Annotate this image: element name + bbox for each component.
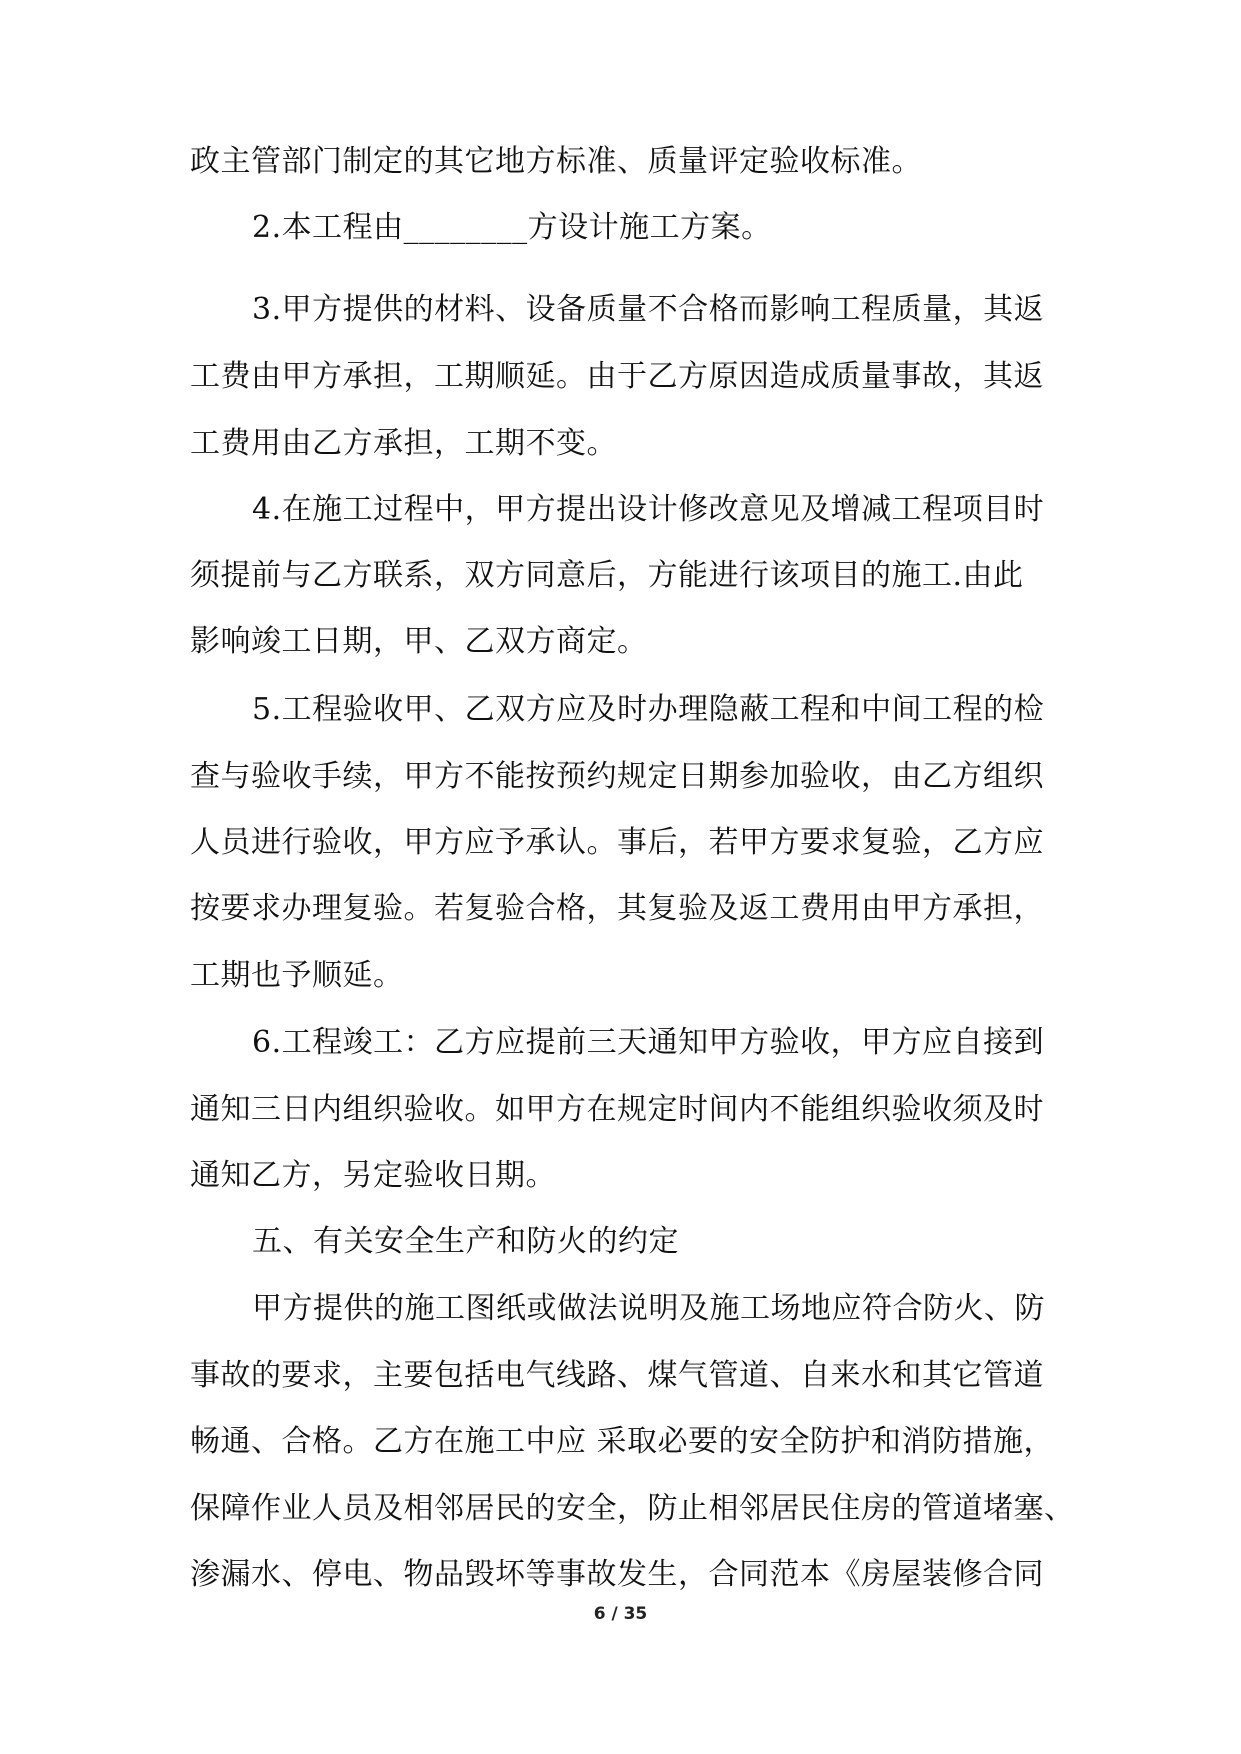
- text-line-21: 保障作业人员及相邻居民的安全，防止相邻居民住房的管道堵塞、: [190, 1491, 1075, 1526]
- text-line-16: 通知乙方，另定验收日期。: [190, 1158, 556, 1193]
- text-line-14: 6.工程竣工：乙方应提前三天通知甲方验收，甲方应自接到: [252, 1025, 1045, 1060]
- text-line-2: 2.本工程由________方设计施工方案。: [252, 210, 772, 245]
- text-line-3: 3.甲方提供的材料、设备质量不合格而影响工程质量，其返: [252, 292, 1045, 327]
- text-line-12: 按要求办理复验。若复验合格，其复验及返工费用由甲方承担，: [190, 891, 1044, 926]
- text-line-8: 影响竣工日期，甲、乙双方商定。: [190, 624, 648, 659]
- text-line-13: 工期也予顺延。: [190, 958, 404, 993]
- text-line-15: 通知三日内组织验收。如甲方在规定时间内不能组织验收须及时: [190, 1092, 1044, 1127]
- text-line-19: 事故的要求，主要包括电气线路、煤气管道、自来水和其它管道: [190, 1358, 1044, 1393]
- text-line-18: 甲方提供的施工图纸或做法说明及施工场地应符合防火、防: [252, 1291, 1045, 1326]
- page-number: 6 / 35: [593, 1604, 648, 1624]
- text-line-5: 工费用由乙方承担，工期不变。: [190, 426, 617, 461]
- text-line-10: 查与验收手续，甲方不能按预约规定日期参加验收，由乙方组织: [190, 759, 1044, 794]
- text-line-7: 须提前与乙方联系，双方同意后，方能进行该项目的施工.由此: [190, 558, 1024, 593]
- text-line-1: 政主管部门制定的其它地方标准、质量评定验收标准。: [190, 144, 922, 179]
- text-line-11: 人员进行验收，甲方应予承认。事后，若甲方要求复验，乙方应: [190, 825, 1044, 860]
- text-line-6: 4.在施工过程中，甲方提出设计修改意见及增减工程项目时: [252, 492, 1045, 527]
- text-line-4: 工费由甲方承担，工期顺延。由于乙方原因造成质量事故，其返: [190, 359, 1044, 394]
- text-line-20: 畅通、合格。乙方在施工中应 采取必要的安全防护和消防措施，: [190, 1424, 1055, 1459]
- section-heading-5: 五、有关安全生产和防火的约定: [252, 1224, 679, 1259]
- text-line-9: 5.工程验收甲、乙双方应及时办理隐蔽工程和中间工程的检: [252, 692, 1045, 727]
- text-line-22: 渗漏水、停电、物品毁坏等事故发生，合同范本《房屋装修合同: [190, 1557, 1044, 1592]
